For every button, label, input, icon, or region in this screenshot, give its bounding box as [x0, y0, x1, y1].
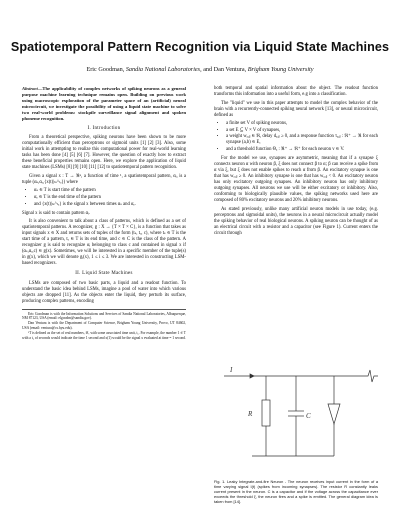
affiliation-1: Sandia National Laboratories,: [125, 66, 202, 73]
lsm-paragraph-1: LSMs are composed of two basic parts, a liquid and a readout function. To understand the basic idea behind LSMs, imagine a pool of water into which various objects are dropped [11]. As the objects enter the liquid, they perturb its surface, producing complex patterns, encoding: [22, 280, 186, 304]
resistor-label: R: [248, 410, 253, 418]
abstract: [22, 86, 186, 122]
abstract-text: —The applicability of complex networks of spiking neurons as a general purpose machine learning technique remains open. Building on previous work using macroscopic exploration of the parameter space of an (artificial) neural microcircuit, we investigate the possibility of using a liquid state machine to solve two real-world problems: stockpile surveillance signal alignment and spoken phoneme recognition.: [22, 86, 186, 121]
right-paragraph-2: The "liquid" we use in this paper attempts to model the complex behavior of the brain with a recurrently-connected spiking neural network [13], or neural microcircuit, defined as: [214, 100, 378, 118]
intro-paragraph-2: Given a signal x : T → ℜⁿ, a function of time ¹, a spatiotemporal pattern, αᵢ, is a tuple (αₛ,αₑ,{x(t)|ₜₛ^ₜₑ}) where: [22, 173, 186, 185]
left-column: [22, 86, 186, 341]
current-label: I: [230, 366, 233, 374]
right-column: [214, 86, 378, 240]
footnote-time-definition: ¹T is defined as the set of real numbers, ℜ, with some associated time unit, tᵤ. For example, the number 1 ∈ T with a tᵤ of seconds would indicate the time 1 second and x(1) would be the signal x evaluated at time = 1 second.: [22, 331, 186, 340]
right-paragraph-3: For the model we use, synapses are asymmetric, meaning that if a synapse ξ connects neuron α with neuron β, ξ does not connect β to α; β can receive a spike from α via ξ, but ξ does not enable spikes to reach α from β. An excitatory synapse is one that has wₐ,ᵦ ≥ 0. An inhibitory synapse is one that has wₐ,ᵦ < 0. An excitatory neuron has only excitatory outgoing synapses. An inhibitory neuron has only inhibitory outgoing synapses. All neurons we use will be either excitatory or inhibitory. Also, conforming to biologically plausible values, the spiking networks used here are composed of 80% excitatory neurons and 20% inhibitory neurons.: [214, 155, 378, 204]
intro-paragraph-4: It is also convenient to talk about a class of patterns, which is defined as a set of spatiotemporal patterns. A recognizer, g : X → {T × T × C}, is a function that takes as input signals x ∈ X and returns sets of tuples of the form (tₛ, tₑ, c), where tₛ ∈ T is the start time of a pattern, tₑ ∈ T is its end time, and c ∈ C is the class of the pattern. A recognizer g is said to recognize αᵢ belonging to class c and contained in signal x if (αₛ,αₑ,c) ∈ g(x). Sometimes, we will be interested in a specific member of the tuple(s) in g(x), which we will denote gᵢ(x), 1 ≤ i ≤ 3. We are interested in constructing LSM-based recognizers.: [22, 219, 186, 267]
author-2: Dan Ventura,: [213, 66, 247, 73]
list-item: • αₑ ∈ T is the end time of the pattern: [34, 195, 186, 201]
list-item: • a finite set V of spiking neurons,: [226, 121, 378, 127]
neuron-circuit-figure: [214, 338, 378, 476]
list-item: • and a threshold function Θₐ : ℜ⁺ → ℜ⁺ for each neuron v ∈ V.: [226, 147, 378, 153]
affiliation-2: Brigham Young University: [247, 66, 314, 73]
pattern-definition-list: [22, 188, 186, 207]
paper-title: Spatiotemporal Pattern Recognition via Liquid State Machines: [10, 40, 390, 54]
author-1: Eric Goodman,: [86, 66, 125, 73]
list-item: • a set E ⊆ V × V of synapses,: [226, 128, 378, 134]
author-connector: and: [203, 66, 213, 73]
spike-icon: [364, 370, 378, 382]
right-paragraph-4: As stated previously, unlike many artificial neuron models in use today, (e.g. perceptrons and sigmoidal units), the neurons in a neural microcircuit actually model the spiking behavior of real biological neurons. A spiking neuron can be thought of as an electrical circuit with a resistor and a capacitor (see Figure 1). Current enters the circuit through: [214, 206, 378, 237]
threshold-element: [328, 404, 340, 424]
resistor: [262, 400, 270, 426]
footnotes: [22, 309, 186, 341]
figure-caption: Fig. 1. Leaky Integrate-and-fire Neuron - The neuron receives input current in the form of a time varying signal I(t) (spikes from incoming synapses). The resistor R constantly leaks current present in the neuron. C is a capacitor and if the voltage across the capacitance ever exceeds the threshold ξ, the neuron fires and a spike is emitted. The general diagram idea is taken from [14].: [214, 479, 378, 504]
list-item: • and {x(t)|ₜₛ^ₜₑ} is the signal x between times αₛ and αₑ.: [34, 202, 186, 208]
list-item: • a weight wₐ,ᵦ ∈ ℜ, delay dₐ,ᵦ ≥ 0, and a response function τₐ,ᵦ : ℜ⁺ → ℜ for each synapse (a,b) ∈ E,: [226, 134, 378, 146]
abstract-lead: Abstract: [22, 86, 38, 91]
microcircuit-definition-list: [214, 121, 378, 153]
footnote-author-2: Dan Ventura is with the Department of Computer Science, Brigham Young University, Provo, UT 84602, USA (email: ventura@cs.byu.edu).: [22, 321, 186, 330]
capacitor-label: C: [306, 412, 311, 420]
list-item: • αₛ ∈ T is start time of the pattern: [34, 188, 186, 194]
intro-paragraph-3: Signal x is said to contain pattern αᵢ.: [22, 210, 91, 216]
author-line: [0, 66, 400, 73]
right-paragraph-1: both temporal and spatial information about the object. The readout function transforms this information into a useful form, e.g into a classification.: [214, 86, 378, 98]
section-heading-introduction: I. Introduction: [87, 126, 121, 131]
footnote-author-1: Eric Goodman is with the Information Solutions and Services of Sandia National Laboratories, Albuquerque, NM 87123, USA (email: elgoodm@sandia.gov).: [22, 311, 186, 321]
intro-paragraph-1: From a theoretical perspective, spiking neurons have been shown to be more computationally efficient than perceptrons or sigmoid units [1] [2] [3]. Also, some initial work in attempting to realize this computational power for real-world learning tasks has been done [4] [5] [6] [7]. However, the question of exactly how to extract these beneficial properties remains open. Here, we explore the application of liquid state machines (LSMs) [8] [9] [10] [11] [12] to spatiotemporal pattern recognition.: [22, 135, 186, 171]
section-heading-lsm: II. Liquid State Machines: [75, 271, 133, 277]
